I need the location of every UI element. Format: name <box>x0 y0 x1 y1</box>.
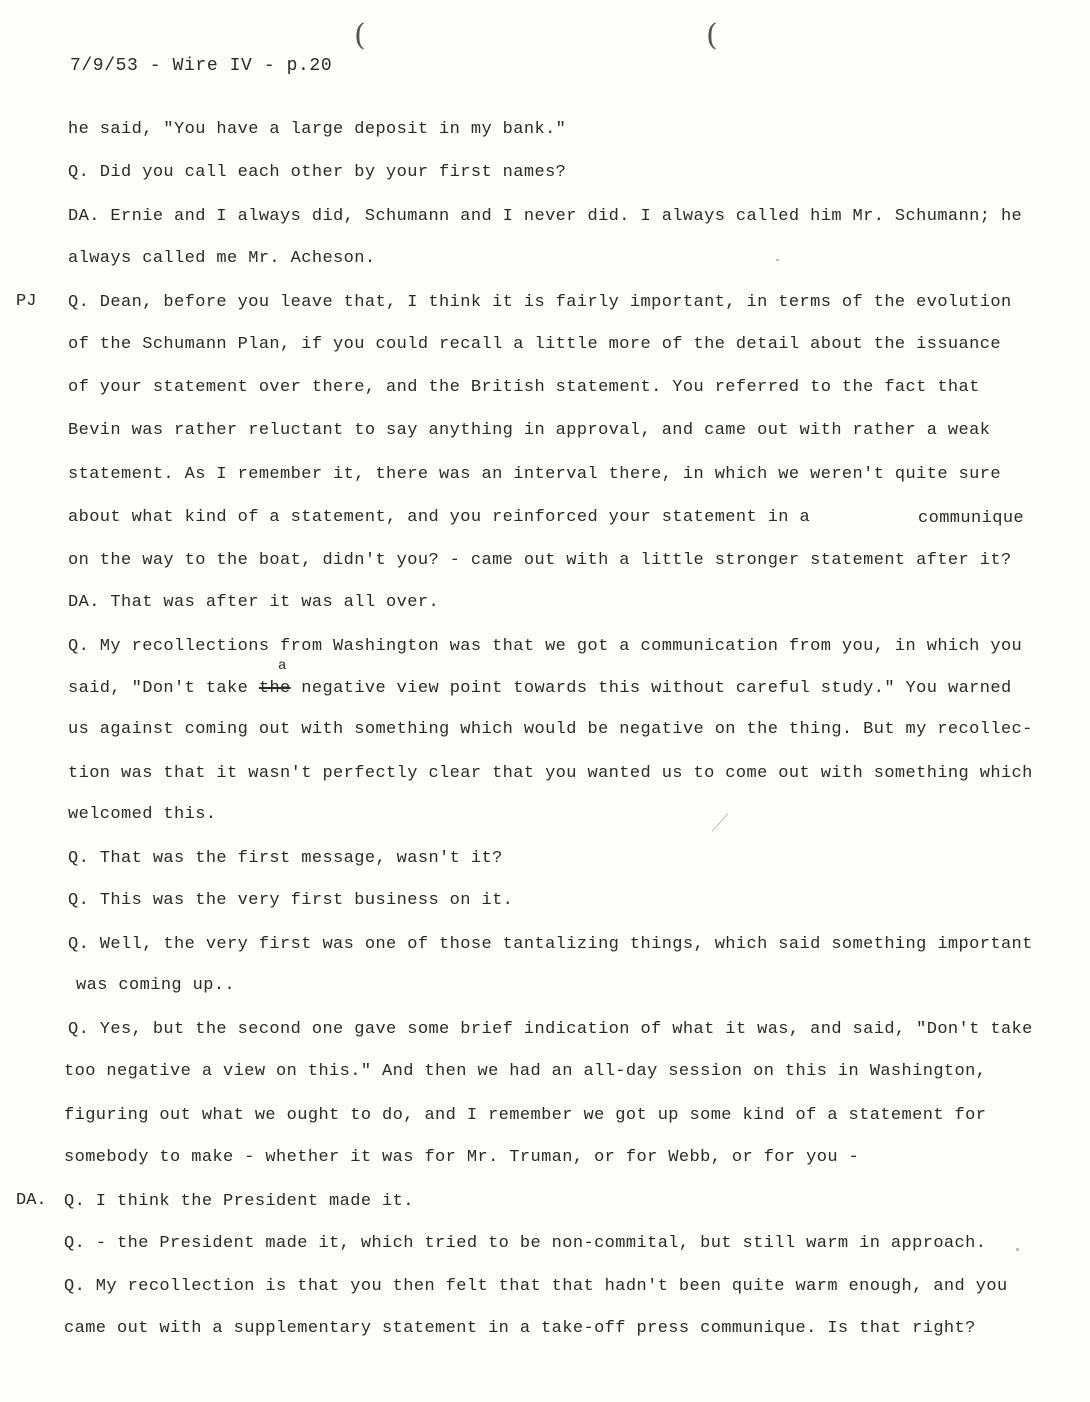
transcript-line: Q. - the President made it, which tried to be non-commital, but still warm in approach. <box>64 1234 987 1253</box>
transcript-line: tion was that it wasn't perfectly clear that you wanted us to come out with something which <box>68 764 1033 783</box>
transcript-word-communique: communique <box>918 509 1025 528</box>
transcript-line: Q. My recollection is that you then felt that that hadn't been quite warm enough, and you <box>64 1277 1008 1296</box>
transcript-line: Q. Did you call each other by your first names? <box>68 163 567 182</box>
struck-word: the <box>258 679 291 698</box>
transcript-line: DA. That was after it was all over. <box>68 593 440 612</box>
paper-mark <box>712 813 729 832</box>
transcript-line: of your statement over there, and the British statement. You referred to the fact that <box>68 378 980 397</box>
transcript-line: Q. Dean, before you leave that, I think it is fairly important, in terms of the evolution <box>68 293 1012 312</box>
transcript-line: Bevin was rather reluctant to say anything in approval, and came out with rather a weak <box>68 421 991 440</box>
handwritten-insertion: a <box>278 658 287 674</box>
line-segment: said, "Don't take <box>68 679 249 698</box>
transcript-line: always called me Mr. Acheson. <box>68 249 376 268</box>
page-header: 7/9/53 - Wire IV - p.20 <box>70 56 333 76</box>
transcript-line: on the way to the boat, didn't you? - came out with a little stronger statement after it? <box>68 551 1012 570</box>
margin-paren-mark: ( <box>706 18 718 53</box>
transcript-line: us against coming out with something which would be negative on the thing. But my recollec- <box>68 720 1033 739</box>
transcript-line: he said, "You have a large deposit in my bank." <box>68 120 567 139</box>
transcript-line: DA. Ernie and I always did, Schumann and I never did. I always called him Mr. Schumann; he <box>68 207 1023 226</box>
transcript-line: somebody to make - whether it was for Mr. Truman, or for Webb, or for you - <box>64 1148 860 1167</box>
transcript-line: figuring out what we ought to do, and I remember we got up some kind of a statement for <box>64 1106 987 1125</box>
transcript-line: about what kind of a statement, and you reinforced your statement in a <box>68 508 811 527</box>
margin-note-pj: PJ <box>16 292 37 311</box>
transcript-line: Q. Yes, but the second one gave some brief indication of what it was, and said, "Don't take <box>68 1020 1033 1039</box>
transcript-line: too negative a view on this." And then we had an all-day session on this in Washington, <box>64 1062 987 1081</box>
transcript-line: was coming up.. <box>76 976 236 995</box>
transcript-line: Q. This was the very first business on it. <box>68 891 514 910</box>
paper-speck <box>776 259 779 261</box>
transcript-line: came out with a supplementary statement in a take-off press communique. Is that right? <box>64 1319 976 1338</box>
transcript-line: Q. I think the President made it. <box>64 1192 414 1211</box>
margin-note-da: DA. <box>16 1191 47 1210</box>
line-segment: negative view point towards this without careful study." You warned <box>301 679 1012 698</box>
transcript-line: statement. As I remember it, there was an interval there, in which we weren't quite sure <box>68 465 1001 484</box>
paper-speck <box>1016 1248 1019 1251</box>
transcript-line: Q. Well, the very first was one of those tantalizing things, which said something important <box>68 935 1033 954</box>
transcript-line: Q. My recollections from Washington was that we got a communication from you, in which you <box>68 637 1023 656</box>
transcript-line: of the Schumann Plan, if you could recall a little more of the detail about the issuance <box>68 335 1001 354</box>
transcript-line: welcomed this. <box>68 805 217 824</box>
transcript-line: Q. That was the first message, wasn't it? <box>68 849 503 868</box>
margin-paren-mark: ( <box>354 18 366 53</box>
transcript-line <box>68 679 1012 699</box>
